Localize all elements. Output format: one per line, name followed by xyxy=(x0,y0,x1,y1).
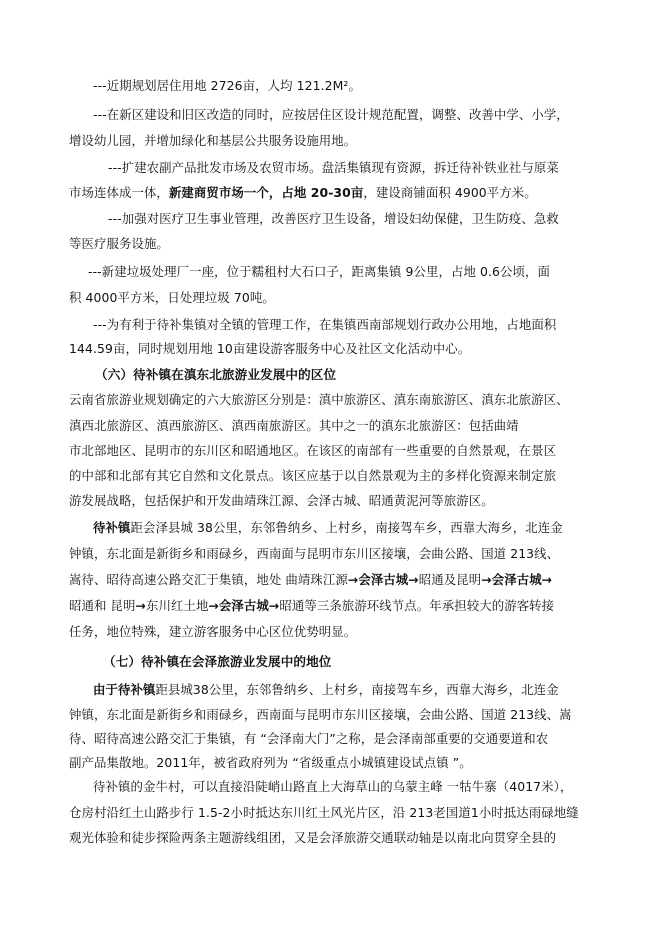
text-line: 增设幼儿园，并增加绿化和基层公共服务设施用地。 xyxy=(69,133,357,148)
bold-text-run: 新建商贸市场一个，占地 20-30亩 xyxy=(168,185,364,200)
text-line: 副产品集散地。2011年，被省政府列为 “省级重点小城镇建设试点镇 ”。 xyxy=(69,755,472,770)
text-line: 144.59亩，同时规划用地 10亩建设游客服务中心及社区文化活动中心。 xyxy=(69,341,471,356)
text-line: 钟镇，东北面是新街乡和雨碌乡，西南面与昆明市东川区接壤，会曲公路、国道 213线、嵩 xyxy=(69,707,572,722)
section-heading-7: （七）待补镇在会泽旅游业发展中的地位 xyxy=(103,654,332,669)
text-line: ---加强对医疗卫生事业管理，改善医疗卫生设备，增设妇幼保健，卫生防疫、急救 xyxy=(108,211,559,226)
text-line: 积 4000平方米，日处理垃圾 70吨。 xyxy=(69,290,275,305)
text-line: ---在新区建设和旧区改造的同时，应按居住区设计规范配置，调整、改善中学、小学， xyxy=(93,107,569,122)
text-run: ，建设商铺面积 4900平方米。 xyxy=(363,185,537,200)
text-line: 观光体验和徒步探险两条主题游线组团，又是会泽旅游交通联动轴是以南北向贯穿全县的 xyxy=(69,830,557,845)
text-line: 云南省旅游业规划确定的六大旅游区分别是：滇中旅游区、滇东南旅游区、滇东北旅游区、 xyxy=(69,392,569,407)
text-line: ---扩建农副产品批发市场及农贸市场。盘活集镇现有资源，拆迁待补铁业社与原菜 xyxy=(108,160,559,175)
text-run: 嵩待、昭待高速公路交汇于集镇，地处 曲靖珠江源 xyxy=(69,572,348,587)
bold-text-run: →会泽古城→ xyxy=(347,572,419,587)
bold-text-run: 待补镇 xyxy=(93,520,131,535)
text-run: 昭通等三条旅游环线节点。年承担较大的游客转接 xyxy=(279,598,555,613)
bold-text-run: 由于待补镇 xyxy=(93,682,156,697)
text-line: 待补镇的金牛村，可以直接沿陡峭山路直上大海草山的乌蒙主峰 一牯牛寨（4017米）， xyxy=(93,779,573,794)
text-line: 仓房村沿红土山路步行 1.5-2小时抵达东川红土风光片区，沿 213老国道1小时抵达雨碌地缝 xyxy=(69,805,579,820)
text-run: 昭通及昆明 xyxy=(418,572,482,587)
text-line: 游发展战略，包括保护和开发曲靖珠江源、会泽古城、昭通黄泥河等旅游区。 xyxy=(69,493,494,508)
text-line: 的中部和北部有其它自然和文化景点。该区应基于以自然景观为主的多样化资源来制定旅 xyxy=(69,468,557,483)
text-line: 待、昭待高速公路交汇于集镇，有 “会泽南大门”之称，是会泽南部重要的交通要道和农 xyxy=(69,731,549,746)
text-line xyxy=(93,682,559,698)
text-run: 昭通和 昆明 xyxy=(69,598,136,613)
text-run: 距县城38公里，东邻鲁纳乡、上村乡，南接驾车乡，西靠大海乡，北连金 xyxy=(155,682,559,697)
bold-text-run: → xyxy=(135,598,146,613)
text-line xyxy=(69,598,554,614)
text-line: 等医疗服务设施。 xyxy=(69,236,169,251)
text-run: 东川红土地 xyxy=(145,598,209,613)
text-line: ---新建垃圾处理厂一座，位于糯租村大石口子，距离集镇 9公里，占地 0.6公顷，面 xyxy=(88,264,550,279)
text-line: 市北部地区、昆明市的东川区和昭通地区。在该区的南部有一些重要的自然景观，在景区 xyxy=(69,443,557,458)
bold-text-run: →会泽古城→ xyxy=(481,572,553,587)
text-run: 市场连体成一体， xyxy=(69,185,169,200)
text-line: 滇西北旅游区、滇西旅游区、滇西南旅游区。其中之一的滇东北旅游区：包括曲靖 xyxy=(69,418,519,433)
text-line xyxy=(93,520,563,536)
text-line xyxy=(69,185,537,201)
text-run: 距会泽县城 38公里，东邻鲁纳乡、上村乡，南接驾车乡，西靠大海乡，北连金 xyxy=(130,520,563,535)
text-line: 任务，地位特殊，建立游客服务中心区位优势明显。 xyxy=(69,624,357,639)
bold-text-run: →会泽古城→ xyxy=(208,598,280,613)
text-line: ---为有利于待补集镇对全镇的管理工作，在集镇西南部规划行政办公用地，占地面积 xyxy=(93,317,557,332)
text-line: 钟镇，东北面是新街乡和雨碌乡，西南面与昆明市东川区接壤，会曲公路、国道 213线、 xyxy=(69,546,560,561)
text-line: ---近期规划居住用地 2726亩，人均 121.2M²。 xyxy=(93,78,361,93)
text-line xyxy=(69,572,552,588)
section-heading-6: （六）待补镇在滇东北旅游业发展中的区位 xyxy=(95,367,337,382)
